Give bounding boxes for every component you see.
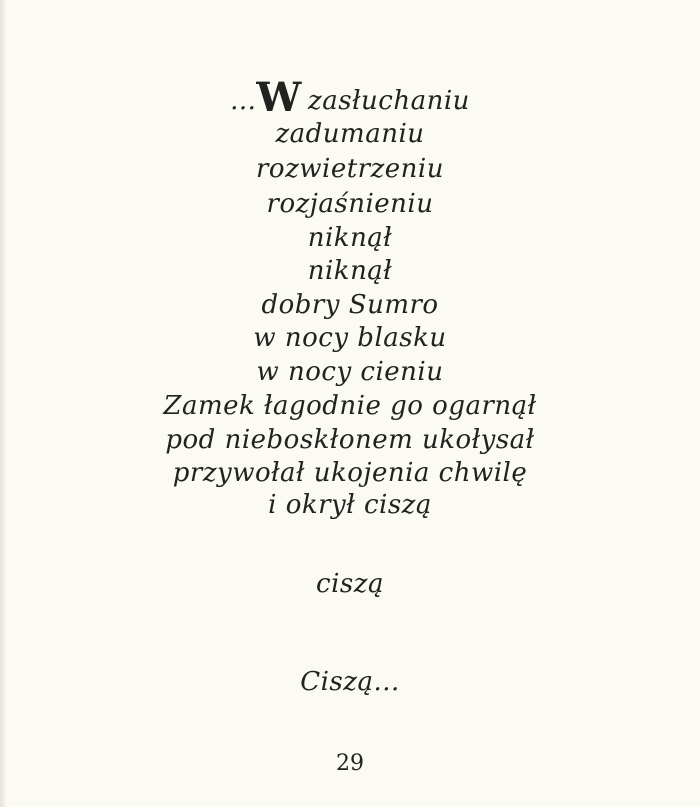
poem-initial-letter: W xyxy=(256,74,300,121)
poem-line: i okrył ciszą xyxy=(268,490,432,520)
poem-line-first xyxy=(0,74,700,121)
poem-line: niknął xyxy=(307,256,393,286)
poem-line: Zamek łagodnie go ogarnął xyxy=(163,391,537,421)
poem-line: pod nieboskłonem ukołysał xyxy=(165,425,535,455)
poem-closing-line: Ciszą... xyxy=(300,667,400,697)
poem-line: rozjaśnieniu xyxy=(266,189,434,219)
poem-line: niknął xyxy=(307,223,393,253)
poem-line: dobry Sumro xyxy=(261,290,439,320)
page-number: 29 xyxy=(336,751,364,776)
poem-line: w nocy cieniu xyxy=(256,357,444,387)
poem-line: przywołał ukojenia chwilę xyxy=(172,458,528,488)
poem-line: rozwietrzeniu xyxy=(255,154,444,184)
poem-line: w nocy blasku xyxy=(253,323,447,353)
poem-ellipsis: ... xyxy=(230,86,257,116)
poem-first-line-text: zasłuchaniu xyxy=(299,86,470,116)
poem-echo-line: ciszą xyxy=(316,569,384,599)
poem-line: zadumaniu xyxy=(275,119,425,149)
